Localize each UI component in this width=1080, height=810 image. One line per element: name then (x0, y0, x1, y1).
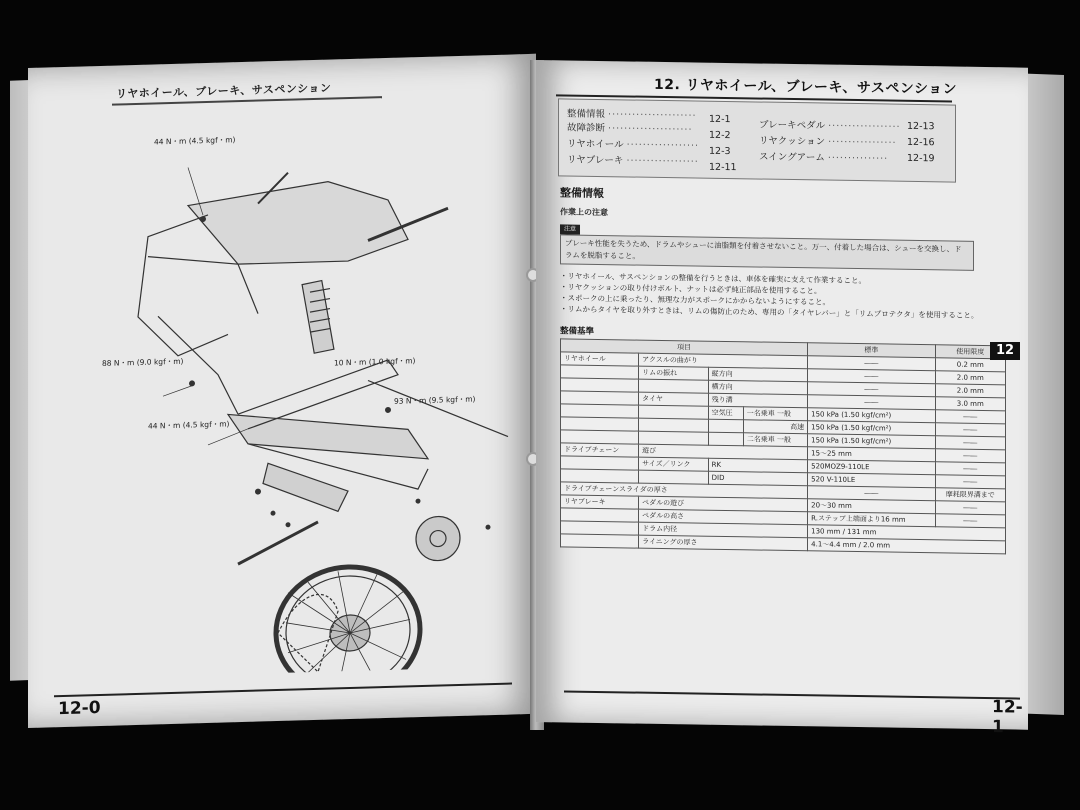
toc-page: 12-2 (709, 129, 731, 142)
cell: 150 kPa (1.50 kgf/cm²) (808, 421, 935, 436)
toc-page: 12-19 (907, 152, 935, 165)
cell: 150 kPa (1.50 kgf/cm²) (808, 408, 935, 423)
cell: RK (708, 458, 808, 473)
cell: ドラム内径 (639, 522, 808, 538)
torque-label: 10 N・m (1.0 kgf・m) (334, 356, 416, 368)
cell: 0.2 mm (935, 358, 1005, 372)
toc-item: 整備情報 ······················ (567, 108, 697, 122)
cell: 520 V-110LE (808, 473, 935, 488)
right-page (536, 60, 1028, 738)
exploded-view-diagram (88, 106, 518, 678)
cell: 4.1〜4.4 mm / 2.0 mm (808, 538, 1006, 554)
cell: 空気圧 (708, 406, 743, 420)
standards-heading: 整備基準 (560, 326, 595, 337)
cell: 150 kPa (1.50 kgf/cm²) (808, 434, 935, 449)
cell: ―― (935, 410, 1005, 424)
cell: 2.0 mm (935, 371, 1005, 385)
cell: ―― (935, 423, 1005, 437)
page-number-right: 12-1 (992, 697, 1023, 738)
cell: ―― (935, 514, 1005, 528)
cell: 20〜30 mm (808, 499, 935, 514)
note-line: ・リムからタイヤを取り外すときは、リムの傷防止のため、専用の「タイヤレバー」と「リムプロテクタ」を使用すること。 (560, 304, 979, 320)
cell: ―― (808, 382, 935, 397)
work-notes (560, 270, 980, 321)
col-header-item: 項目 (561, 339, 808, 356)
note-line: ・スポークの上に乗ったり、無理な力がスポークにかからないようにすること。 (560, 293, 830, 307)
cell: 一名乗車 一般 (743, 407, 807, 421)
torque-label: 44 N・m (4.5 kgf・m) (154, 135, 236, 147)
cell: アクスルの曲がり (639, 353, 808, 369)
col-header-limit: 使用限度 (935, 345, 1005, 359)
chapter-tab: 12 (990, 342, 1020, 360)
toc-item: リヤホイール ·················· (567, 138, 700, 152)
cell: 3.0 mm (935, 397, 1005, 411)
cell: ―― (935, 462, 1005, 476)
cell: 摩耗限界溝まで (935, 488, 1005, 502)
toc-page: 12-13 (907, 120, 935, 133)
toc-item: スイングアーム ··············· (759, 151, 889, 165)
torque-label: 44 N・m (4.5 kgf・m) (148, 419, 230, 431)
cell: 横方向 (708, 380, 808, 395)
cell: 2.0 mm (935, 384, 1005, 398)
cell: DID (708, 471, 808, 486)
cell: ―― (935, 475, 1005, 489)
cell: ドライブチェーン (561, 443, 639, 457)
cell: タイヤ (639, 392, 708, 406)
sub-heading: 作業上の注意 (560, 207, 608, 218)
note-line: ・リヤクッションの取り付けボルト、ナットは必ず純正部品を使用すること。 (560, 282, 822, 296)
cell: 520MOZ9-110LE (808, 460, 935, 475)
cell: ドライブチェーンスライダの厚さ (561, 482, 808, 499)
toc-item: ブレーキペダル ·················· (759, 119, 901, 133)
cell: ライニングの厚さ (639, 535, 808, 551)
cell: サイズ／リンク (639, 457, 708, 471)
cell: 遊び (639, 444, 808, 460)
spec-table (560, 338, 1006, 554)
cell: ―― (808, 395, 935, 410)
left-page (28, 54, 536, 728)
cell: ―― (808, 486, 935, 501)
footer-rule (564, 690, 1020, 699)
toc-page: 12-1 (709, 113, 731, 126)
warning-badge: 注意 (560, 224, 580, 234)
col-header-standard: 標準 (808, 343, 935, 358)
cell: 二名乗車 一般 (743, 433, 807, 447)
torque-label: 88 N・m (9.0 kgf・m) (102, 356, 184, 368)
note-line: ・リヤホイール、サスペンションの整備を行うときは、車体を確実に支えて作業すること。 (560, 271, 866, 286)
footer-rule (54, 682, 512, 697)
cell: ペダルの遊び (639, 496, 808, 512)
cell: 縦方向 (708, 367, 808, 382)
cell: 残り溝 (708, 393, 808, 408)
cell: リヤブレーキ (561, 495, 639, 509)
cell: リヤホイール (561, 352, 639, 366)
toc-item: リヤブレーキ ·················· (567, 154, 699, 168)
cell: リムの振れ (639, 366, 708, 380)
section-heading: 整備情報 (560, 186, 604, 201)
cell: ―― (935, 449, 1005, 463)
toc-page: 12-11 (709, 161, 737, 174)
torque-label: 93 N・m (9.5 kgf・m) (394, 394, 476, 406)
toc-page: 12-3 (709, 145, 731, 158)
cell: ―― (808, 369, 935, 384)
page-number-left: 12-0 (58, 697, 101, 720)
cell: ―― (808, 356, 935, 371)
cell: R.ステップ上端面より16 mm (808, 512, 935, 527)
left-page-header: リヤホイール、ブレーキ、サスペンション (116, 81, 332, 101)
warning-box: ブレーキ性能を失うため、ドラムやシューに油脂類を付着させないこと。万一、付着した場合は、シューを交換し、ドラムを脱脂すること。 (560, 234, 974, 271)
chapter-title: 12. リヤホイール、ブレーキ、サスペンション (654, 76, 958, 98)
cell: 高速 (743, 420, 807, 434)
cell: 15〜25 mm (808, 447, 935, 462)
toc-item: リヤクッション ················· (759, 135, 897, 149)
toc-page: 12-16 (907, 136, 935, 149)
cell: ―― (935, 501, 1005, 515)
table-of-contents (558, 98, 956, 182)
cell: ―― (935, 436, 1005, 450)
cell: 130 mm / 131 mm (808, 525, 1006, 541)
toc-item: 故障診断 ····················· (567, 122, 693, 136)
cell: ペダルの高さ (639, 509, 808, 525)
